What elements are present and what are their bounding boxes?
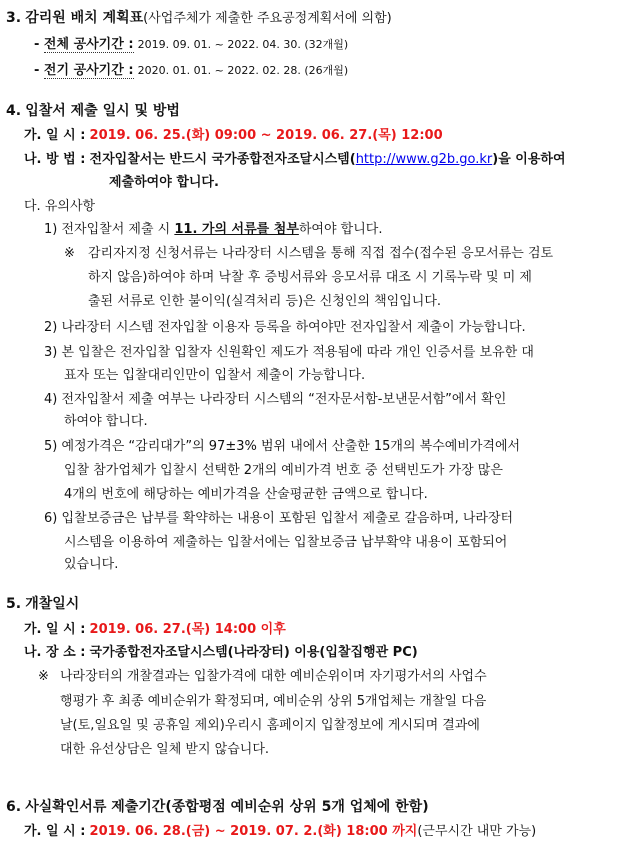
- notes-label: 다. 유의사항: [24, 199, 96, 214]
- section-3-heading: [6, 9, 392, 28]
- docs-datetime-label: 가. 일 시 :: [24, 824, 86, 839]
- note-item-1-c: 하여야 합니다.: [298, 222, 383, 237]
- note-item-1: [44, 221, 383, 239]
- elec-period-line: - 전기 공사기간 : 2020. 01. 01. ~ 2022. 02. 28. (26개월): [34, 63, 349, 78]
- bid-datetime-label: 가. 일 시 :: [24, 128, 86, 143]
- section-6-number: 6.: [6, 799, 22, 815]
- opening-note-line-4: 대한 유선상담은 일체 받지 않습니다.: [60, 742, 270, 757]
- opening-place-line: [24, 644, 418, 662]
- note-mark-1: ※: [64, 246, 75, 261]
- elec-period-value: 2020. 01. 01. ~ 2022. 02. 28. (26개월): [137, 64, 349, 77]
- sub-note-line-2: 하지 않음)하여야 하며 낙찰 후 증빙서류와 응모서류 대조 시 기록누락 및 미 제: [88, 270, 532, 285]
- section-4-heading: [6, 102, 180, 121]
- section-4-title: 입찰서 제출 일시 및 방법: [25, 103, 180, 119]
- docs-datetime-note: (근무시간 내만 가능): [417, 824, 537, 839]
- total-period-label: 전체 공사기간 :: [43, 37, 134, 52]
- total-period-line: - 전체 공사기간 : 2019. 09. 01. ~ 2022. 04. 30. (32개월): [34, 37, 349, 52]
- note-item-1-b: 11. 가의 서류를 첨부: [174, 222, 299, 237]
- bid-method-value-2: )을 이용하여: [492, 152, 566, 167]
- note-item-2: 2) 나라장터 시스템 전자입찰 이용자 등록을 하여야만 전자입찰서 제출이 가능합니다.: [44, 320, 526, 335]
- docs-datetime-line: [24, 823, 536, 841]
- section-5-heading: [6, 595, 79, 614]
- docs-datetime-value: 2019. 06. 28.(금) ~ 2019. 07. 2.(화) 18:00 까지: [89, 824, 418, 839]
- note-item-5b: 입찰 참가업체가 입찰시 선택한 2개의 예비가격 번호 중 선택빈도가 가장 많은: [64, 463, 503, 478]
- note-item-3a: 3) 본 입찰은 전자입찰 입찰자 신원확인 제도가 적용됨에 따라 개인 인증서를 보유한 대: [44, 345, 534, 360]
- section-4-number: 4.: [6, 103, 22, 119]
- opening-note-line-3: 날(토,일요일 및 공휴일 제외)우리시 홈페이지 입찰정보에 게시되며 결과에: [60, 718, 480, 733]
- note-item-5a: 5) 예정가격은 “감리대가”의 97±3% 범위 내에서 산출한 15개의 복수예비가격에서: [44, 439, 521, 454]
- section-6-heading: [6, 798, 429, 817]
- opening-note-line-1: 나라장터의 개찰결과는 입찰가격에 대한 예비순위이며 자기평가서의 사업수: [60, 669, 487, 684]
- bid-datetime-value: 2019. 06. 25.(화) 09:00 ~ 2019. 06. 27.(목) 12:00: [89, 128, 443, 143]
- note-item-5c: 4개의 번호에 해당하는 예비가격을 산술평균한 금액으로 합니다.: [64, 487, 428, 502]
- total-period-value: 2019. 09. 01. ~ 2022. 04. 30. (32개월): [137, 38, 349, 51]
- opening-datetime-line: [24, 621, 286, 639]
- note-item-6b: 시스템을 이용하여 제출하는 입찰서에는 입찰보증금 납부확약 내용이 포함되어: [64, 535, 508, 550]
- sub-note-line-3: 출된 서류로 인한 불이익(실격처리 등)은 신청인의 책임입니다.: [88, 294, 442, 309]
- note-item-4a: 4) 전자입찰서 제출 여부는 나라장터 시스템의 “전자문서함-보낸문서함”에서 확인: [44, 392, 507, 407]
- section-3-number: 3.: [6, 10, 22, 26]
- opening-place-value: 국가종합전자조달시스템(나라장터) 이용(입찰집행관 PC): [89, 645, 418, 660]
- g2b-link[interactable]: http://www.g2b.go.kr: [355, 152, 493, 167]
- bid-method-value-1: 전자입찰서는 반드시 국가종합전자조달시스템(: [89, 152, 356, 167]
- opening-datetime-label: 가. 일 시 :: [24, 622, 86, 637]
- section-6-title: 사실확인서류 제출기간(종합평점 예비순위 상위 5개 업체에 한함): [25, 799, 429, 815]
- note-item-1-a: 1) 전자입찰서 제출 시: [44, 222, 171, 237]
- bid-method-label: 나. 방 법 :: [24, 152, 86, 167]
- note-item-6c: 있습니다.: [64, 557, 119, 572]
- opening-place-label: 나. 장 소 :: [24, 645, 86, 660]
- bid-method-value-3: 제출하여야 합니다.: [109, 175, 219, 190]
- sub-note-line-1: 감리자지정 신청서류는 나라장터 시스템을 통해 직접 접수(접수된 응모서류는 검토: [88, 246, 554, 261]
- note-item-4b: 하여야 합니다.: [64, 414, 148, 429]
- elec-period-label: 전기 공사기간 :: [43, 63, 134, 78]
- section-3-title: 감리원 배치 계획표: [25, 10, 144, 26]
- section-5-title: 개찰일시: [25, 596, 80, 612]
- note-mark-2: ※: [38, 669, 49, 684]
- note-item-6a: 6) 입찰보증금은 납부를 확약하는 내용이 포함된 입찰서 제출로 갈음하며, 나라장터: [44, 511, 514, 526]
- section-3-title-note: (사업주체가 제출한 주요공정계획서에 의함): [143, 11, 392, 26]
- bid-datetime-line: [24, 127, 443, 145]
- bid-method-line: [24, 151, 566, 169]
- note-item-3b: 표자 또는 입찰대리인만이 입찰서 제출이 가능합니다.: [64, 368, 366, 383]
- section-5-number: 5.: [6, 596, 22, 612]
- opening-datetime-value: 2019. 06. 27.(목) 14:00 이후: [89, 622, 286, 637]
- opening-note-line-2: 행평가 후 최종 예비순위가 확정되며, 예비순위 상위 5개업체는 개찰일 다음: [60, 694, 487, 709]
